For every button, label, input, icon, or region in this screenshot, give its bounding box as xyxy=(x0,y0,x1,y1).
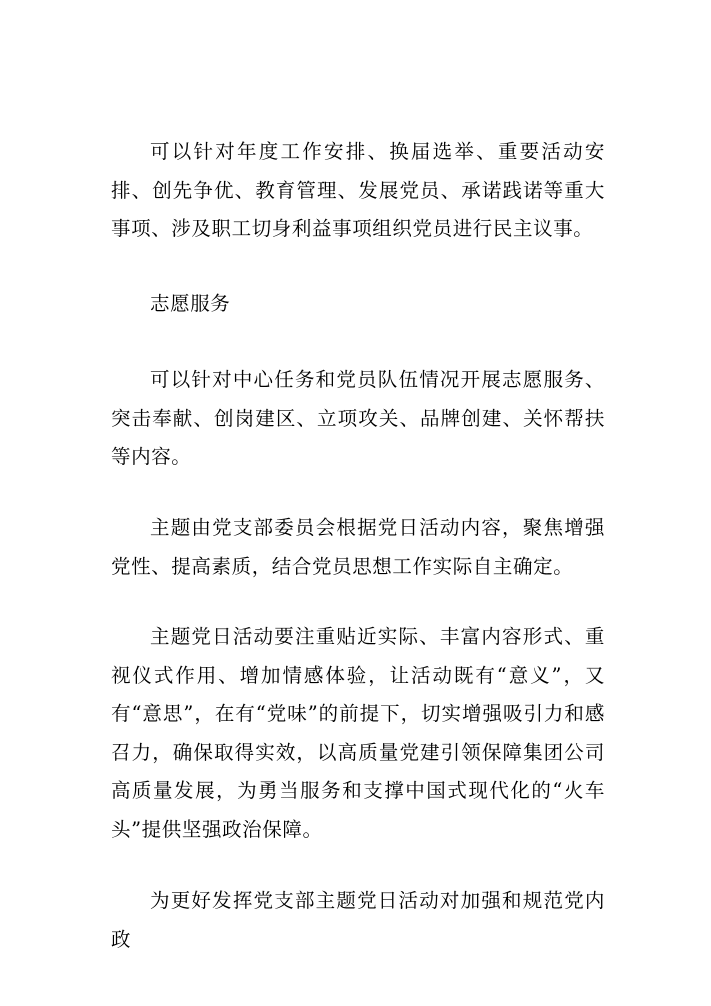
section-heading-volunteer-service: 志愿服务 xyxy=(150,292,231,315)
paragraph-closing-fragment: 为更好发挥党支部主题党日活动对加强和规范党内政 xyxy=(111,889,605,951)
paragraph-democratic-discussion: 可以针对年度工作安排、换届选举、重要活动安排、创先争优、教育管理、发展党员、承诺践诺等重大事项、涉及职工切身利益事项组织党员进行民主议事。 xyxy=(111,140,605,240)
paragraph-theme-determination: 主题由党支部委员会根据党日活动内容，聚焦增强党性、提高素质，结合党员思想工作实际自主确定。 xyxy=(111,516,605,578)
paragraph-volunteer-service: 可以针对中心任务和党员队伍情况开展志愿服务、突击奉献、创岗建区、立项攻关、品牌创建、关怀帮扶等内容。 xyxy=(111,368,605,468)
paragraph-activity-requirements: 主题党日活动要注重贴近实际、丰富内容形式、重视仪式作用、增加情感体验，让活动既有“意义”，又有“意思”，在有“党味”的前提下，切实增强吸引力和感召力，确保取得实效，以高质量党建引领保障集团公司高质量发展，为勇当服务和支撑中国式现代化的“火车头”提供坚强政治保障。 xyxy=(111,625,605,841)
